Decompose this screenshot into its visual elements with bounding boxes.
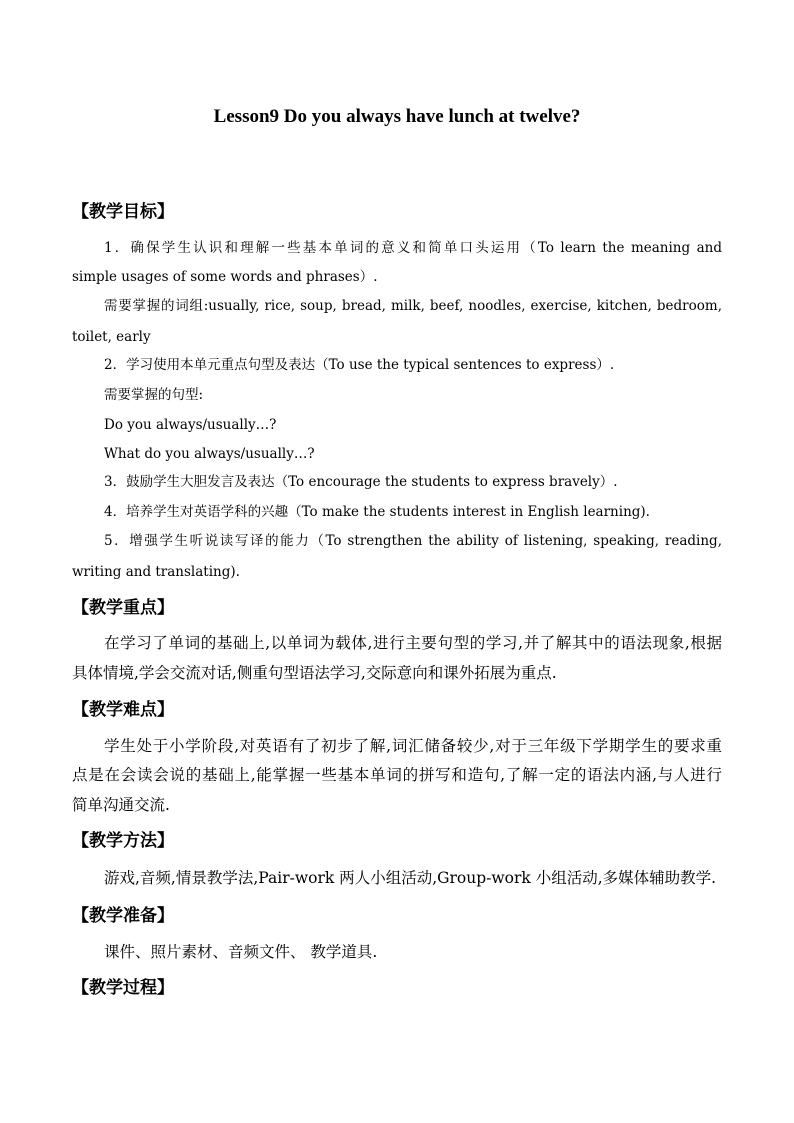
- difficulties-heading: 【教学难点】: [72, 700, 174, 720]
- difficulties-line: 简单沟通交流.: [72, 796, 170, 814]
- objectives-line: What do you always/usually…?: [104, 446, 315, 462]
- lesson-title: Lesson9 Do you always have lunch at twelve?: [213, 106, 581, 127]
- objectives-line: 需要掌握的词组:usually, rice, soup, bread, milk, beef, noodles, exercise, kitchen, bedroom,: [104, 298, 722, 314]
- objectives-line: 1．确保学生认识和理解一些基本单词的意义和简单口头运用（To learn the meaning and: [104, 240, 722, 256]
- methods-line: 游戏,音频,情景教学法,Pair-work 两人小组活动,Group-work 小组活动,多媒体辅助教学.: [104, 869, 717, 887]
- key-points-line: 具体情境,学会交流对话,侧重句型语法学习,交际意向和课外拓展为重点.: [72, 664, 557, 682]
- key-points-heading: 【教学重点】: [72, 598, 174, 618]
- objectives-line: 4．培养学生对英语学科的兴趣（To make the students interest in English learning).: [104, 504, 650, 520]
- objectives-line: Do you always/usually…?: [104, 417, 277, 433]
- objectives-line: 3．鼓励学生大胆发言及表达（To encourage the students to express bravely）.: [104, 474, 618, 490]
- process-heading: 【教学过程】: [72, 978, 174, 998]
- methods-heading: 【教学方法】: [72, 831, 174, 851]
- difficulties-line: 点是在会读会说的基础上,能掌握一些基本单词的拼写和造句,了解一定的语法内涵,与人进行: [72, 766, 722, 784]
- objectives-line: 5．增强学生听说读写译的能力（To strengthen the ability of listening, speaking, reading,: [104, 533, 722, 549]
- objectives-line: writing and translating).: [72, 564, 240, 580]
- preparation-line: 课件、照片素材、音频文件、 教学道具.: [104, 943, 378, 961]
- objectives-heading: 【教学目标】: [72, 202, 174, 222]
- objectives-line: 需要掌握的句型:: [104, 387, 204, 403]
- objectives-line: 2．学习使用本单元重点句型及表达（To use the typical sentences to express）.: [104, 357, 615, 373]
- difficulties-line: 学生处于小学阶段,对英语有了初步了解,词汇储备较少,对于三年级下学期学生的要求重: [104, 737, 722, 755]
- objectives-line: toilet, early: [72, 329, 151, 345]
- preparation-heading: 【教学准备】: [72, 906, 174, 926]
- key-points-line: 在学习了单词的基础上,以单词为载体,进行主要句型的学习,并了解其中的语法现象,根据: [104, 634, 722, 652]
- objectives-line: simple usages of some words and phrases）.: [72, 269, 378, 285]
